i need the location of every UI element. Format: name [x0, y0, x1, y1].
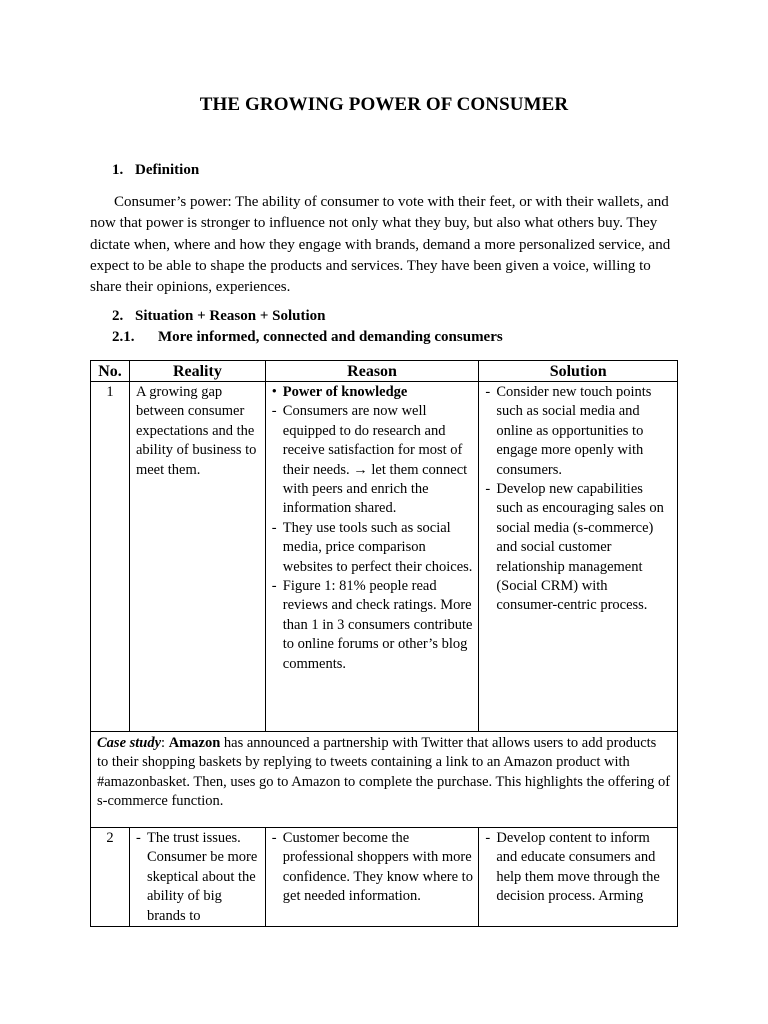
- section-number: 1.: [112, 162, 124, 178]
- row-number: 2: [91, 828, 130, 927]
- section-heading-text: Definition: [135, 162, 200, 178]
- list-item-text: Customer become the professional shoppers with more confidence. They know where to get needed information.: [282, 830, 473, 905]
- reason-cell: [265, 828, 479, 927]
- case-study-colon: :: [161, 735, 169, 751]
- case-study-label: Case study: [97, 735, 162, 751]
- list-item-text: Figure 1: 81% people read reviews and check ratings. More than 1 in 3 consumers contribute to online forums or other’s blog comments.: [282, 578, 473, 672]
- bullet-icon: •: [271, 384, 277, 400]
- consumer-power-table: [90, 360, 678, 927]
- list-item-text: Develop new capabilities such as encouraging sales on social media (s-commerce) and social customer relationship management (Social CRM) with consumer-centric process.: [496, 481, 664, 614]
- case-study-row: [91, 732, 678, 828]
- dash-icon: -: [271, 519, 277, 536]
- list-item-text: Develop content to inform and educate consumers and help them move through the decision process. Arming: [496, 830, 660, 905]
- header-solution: Solution: [479, 361, 678, 382]
- reason-heading: [272, 383, 474, 402]
- reason-list: [272, 829, 474, 907]
- page-title: THE GROWING POWER OF CONSUMER: [199, 94, 569, 115]
- list-item: [485, 480, 672, 616]
- dash-icon: -: [271, 403, 277, 420]
- dash-icon: -: [485, 481, 491, 498]
- table-row: [91, 828, 678, 927]
- subsection-number: 2.1.: [112, 329, 135, 345]
- list-item: [272, 402, 474, 518]
- solution-cell: [479, 828, 678, 927]
- list-item-text: Consider new touch points such as social media and online as opportunities to engage more openly with consumers.: [496, 384, 652, 478]
- table-header-row: [91, 361, 678, 382]
- list-item: [272, 829, 474, 907]
- case-study-cell: [91, 732, 678, 828]
- header-no: No.: [91, 361, 130, 382]
- dash-icon: -: [271, 830, 277, 846]
- reality-list: [136, 829, 260, 926]
- solution-cell: [479, 382, 678, 732]
- definition-paragraph: Consumer’s power: The ability of consumer to vote with their feet, or with their wallets, and now that power is stronger to influence not only what they buy, but also what others buy. They dictate when, where and how they engage with brands, demand a more personalized service, and expect to be able to shape the products and services. They have been given a voice, willing to share their opinions, experiences.: [90, 194, 671, 296]
- dash-icon: -: [485, 384, 491, 400]
- header-reality: Reality: [129, 361, 265, 382]
- dash-icon: -: [271, 578, 277, 595]
- section-number: 2.: [112, 308, 124, 324]
- header-reason: Reason: [265, 361, 479, 382]
- case-study-text: has announced a partnership with Twitter that allows users to add products to their shopping baskets by replying to tweets containing a link to an Amazon product with #amazonbasket. Then, uses go to Amazon to complete the purchase. This highlights the offering of s-commerce function.: [97, 735, 671, 810]
- list-item: [485, 829, 672, 907]
- reason-list: [272, 402, 474, 674]
- solution-list: [485, 829, 672, 907]
- row-number: 1: [91, 382, 130, 732]
- list-item-text: The trust issues. Consumer be more skeptical about the ability of big brands to: [146, 830, 258, 924]
- list-item: [485, 383, 672, 480]
- case-study-brand: Amazon: [168, 735, 221, 751]
- solution-list: [485, 383, 672, 616]
- table-row: [91, 382, 678, 732]
- dash-icon: -: [135, 830, 141, 846]
- dash-icon: -: [485, 830, 491, 846]
- section-heading-text: Situation + Reason + Solution: [135, 308, 326, 324]
- list-item: [272, 519, 474, 577]
- reason-heading-text: Power of knowledge: [282, 384, 408, 400]
- reason-cell: [265, 382, 479, 732]
- reality-cell: A growing gap between consumer expectations and the ability of business to meet them.: [129, 382, 265, 732]
- list-item-text: Consumers are now well equipped to do research and receive satisfaction for most of their needs. → let them connect with peers and enrich the information shared.: [282, 403, 468, 517]
- list-item-text: They use tools such as social media, price comparison websites to perfect their choices.: [282, 519, 473, 575]
- list-item: [272, 577, 474, 674]
- reality-cell: [129, 828, 265, 927]
- subsection-heading-text: More informed, connected and demanding consumers: [158, 329, 503, 345]
- list-item: [136, 829, 260, 926]
